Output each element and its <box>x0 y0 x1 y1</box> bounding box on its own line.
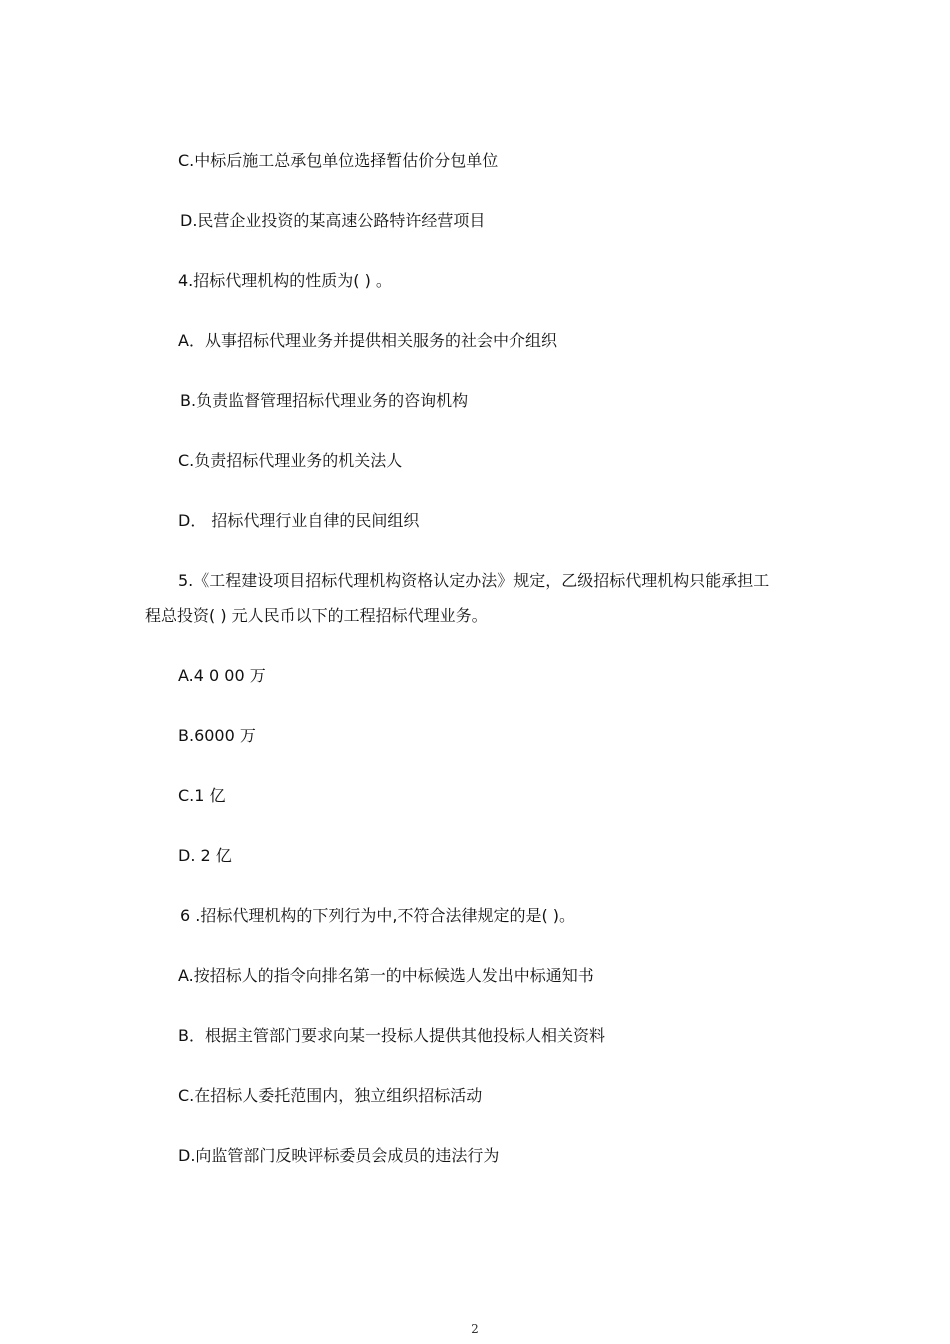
q5-option-d: D. 2 亿 <box>178 846 232 865</box>
q5-option-c: C.1 亿 <box>178 786 226 805</box>
q5-stem-line2: 程总投资( ) 元人民币以下的工程招标代理业务。 <box>145 606 488 625</box>
q4-stem: 4.招标代理机构的性质为( ) 。 <box>178 271 392 290</box>
q6-stem: 6 .招标代理机构的下列行为中,不符合法律规定的是( )。 <box>180 906 576 925</box>
q4-option-b: B.负责监督管理招标代理业务的咨询机构 <box>180 391 469 410</box>
q4-option-c: C.负责招标代理业务的机关法人 <box>178 451 403 470</box>
q6-option-d: D.向监管部门反映评标委员会成员的违法行为 <box>178 1146 500 1165</box>
q6-option-b: B．根据主管部门要求向某一投标人提供其他投标人相关资料 <box>178 1026 605 1045</box>
q5-option-a: A.4 0 00 万 <box>178 666 266 685</box>
q6-option-a: A.按招标人的指令向排名第一的中标候选人发出中标通知书 <box>178 966 594 985</box>
q4-option-a: A．从事招标代理业务并提供相关服务的社会中介组织 <box>178 331 557 350</box>
q5-stem-line1: 5.《工程建设项目招标代理机构资格认定办法》规定，乙级招标代理机构只能承担工 <box>178 571 770 590</box>
page-number: 2 <box>471 1322 479 1336</box>
q3-option-c: C.中标后施工总承包单位选择暂估价分包单位 <box>178 151 499 170</box>
q3-option-d: D.民营企业投资的某高速公路特许经营项目 <box>180 211 486 230</box>
q5-option-b: B.6000 万 <box>178 726 256 745</box>
q6-option-c: C.在招标人委托范围内，独立组织招标活动 <box>178 1086 483 1105</box>
q4-option-d: D． 招标代理行业自律的民间组织 <box>178 511 420 530</box>
